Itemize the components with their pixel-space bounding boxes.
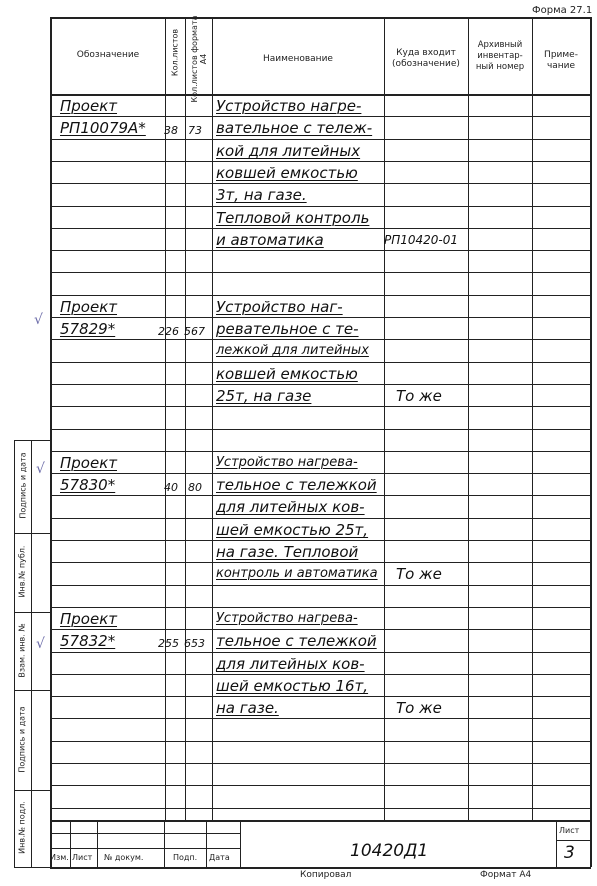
row-line (50, 384, 591, 385)
entry-name: ковшей емкостью (216, 164, 358, 182)
header-note: Приме-чание (544, 50, 578, 71)
footer-izm: Изм. (50, 853, 69, 862)
entry-name: на газе. Тепловой (216, 543, 359, 561)
entry-sheets: 255 (158, 637, 179, 650)
entry-name: и автоматика (216, 231, 324, 249)
entry-designation: Проект (60, 454, 118, 472)
entry-name: лежкой для литейных (216, 343, 369, 358)
entry-name: Тепловой контроль (216, 209, 370, 227)
row-line (50, 785, 591, 786)
entry-sheets: 38 (164, 124, 178, 137)
entry-name: тельное с тележкой (216, 476, 377, 494)
row-line (50, 652, 591, 653)
check-mark: √ (36, 636, 45, 652)
footer-doc-code: 10420Д1 (350, 841, 429, 861)
row-line (50, 272, 591, 273)
row-line (50, 250, 591, 251)
row-line (50, 317, 591, 318)
entry-designation: 57830* (60, 476, 116, 494)
entry-name: для литейных ков- (216, 498, 365, 516)
entry-a4: 80 (188, 481, 202, 494)
row-line (50, 206, 591, 207)
entry-name: ковшей емкостью (216, 365, 358, 383)
row-line (50, 808, 591, 809)
entry-designation: Проект (60, 298, 118, 316)
entry-name: контроль и автоматика (216, 566, 378, 581)
entry-designation: 57832* (60, 632, 116, 650)
row-line (50, 406, 591, 407)
entry-name: Устройство нагрева- (216, 455, 358, 470)
entry-designation: 57829* (60, 320, 116, 338)
row-line (50, 585, 591, 586)
row-line (50, 718, 591, 719)
row-line (50, 295, 591, 296)
row-line (50, 562, 591, 563)
header-designation: Обозначение (76, 50, 140, 60)
row-line (50, 607, 591, 608)
row-line (50, 339, 591, 340)
entry-where-used: То же (396, 387, 442, 405)
header-archive-no: Архивный инвентар-ный номер (475, 40, 525, 72)
footer-doc-no: № докум. (104, 853, 144, 862)
entry-a4: 653 (184, 637, 205, 650)
entry-designation: РП10079А* (60, 119, 146, 137)
entry-name: на газе. (216, 699, 279, 717)
header-sheet-count: Кол.листов (170, 28, 180, 77)
entry-name: Устройство наг- (216, 298, 343, 316)
row-line (50, 674, 591, 675)
row-line (50, 495, 591, 496)
header-name: Наименование (263, 54, 333, 64)
entry-name: для литейных ков- (216, 655, 365, 673)
header-where-used: Куда входит (обозначение) (392, 48, 460, 69)
row-line (50, 629, 591, 630)
entry-sheets: 40 (164, 481, 178, 494)
entry-name: 3т, на газе. (216, 186, 307, 204)
entry-name: ревательное с те- (216, 320, 359, 338)
footer-data: Дата (209, 853, 230, 862)
stamp-vzam-inv: Взам. инв. № (17, 623, 27, 678)
entry-a4: 567 (184, 325, 205, 338)
row-line (50, 451, 591, 452)
header-a4-count: Кол.листов формата А4 (190, 15, 208, 103)
entry-name: вательное с тележ- (216, 119, 373, 137)
entry-name: тельное с тележкой (216, 632, 377, 650)
check-mark: √ (36, 461, 45, 477)
stamp-inv-dubl: Инв.№ публ. (17, 545, 27, 598)
stamp-sig-date-bottom: Подпись и дата (17, 706, 27, 773)
entry-designation: Проект (60, 97, 118, 115)
row-line (50, 429, 591, 430)
entry-name: Устройство нагре- (216, 97, 362, 115)
row-line (50, 696, 591, 697)
entry-name: шей емкостью 25т, (216, 521, 369, 539)
row-line (50, 473, 591, 474)
row-line (50, 362, 591, 363)
entry-name: 25т, на газе (216, 387, 312, 405)
footer-format: Формат А4 (480, 870, 532, 880)
row-line (50, 116, 591, 117)
row-line (50, 518, 591, 519)
entry-name: кой для литейных (216, 142, 361, 160)
entry-name: Устройство нагрева- (216, 611, 358, 626)
form-label: Форма 27.1 (532, 5, 593, 16)
row-line (50, 741, 591, 742)
footer-sheet-no: 3 (564, 843, 575, 863)
stamp-inv-podl: Инв.№ подл. (17, 801, 27, 854)
footer-kopiroval: Копировал (300, 870, 352, 880)
footer-sheet-label: Лист (559, 826, 580, 835)
row-line (50, 139, 591, 140)
check-mark: √ (34, 312, 43, 328)
row-line (50, 161, 591, 162)
footer-podp: Подп. (173, 853, 198, 862)
entry-where-used: То же (396, 565, 442, 583)
footer-list: Лист (72, 853, 93, 862)
entry-where-used: РП10420-01 (384, 233, 459, 247)
entry-name: шей емкостью 16т, (216, 677, 369, 695)
entry-where-used: То же (396, 699, 442, 717)
row-line (50, 183, 591, 184)
stamp-sig-date-top: Подпись и дата (18, 452, 28, 519)
row-line (50, 228, 591, 229)
row-line (50, 763, 591, 764)
entry-designation: Проект (60, 610, 118, 628)
row-line (50, 540, 591, 541)
entry-sheets: 226 (158, 325, 179, 338)
entry-a4: 73 (188, 124, 202, 137)
